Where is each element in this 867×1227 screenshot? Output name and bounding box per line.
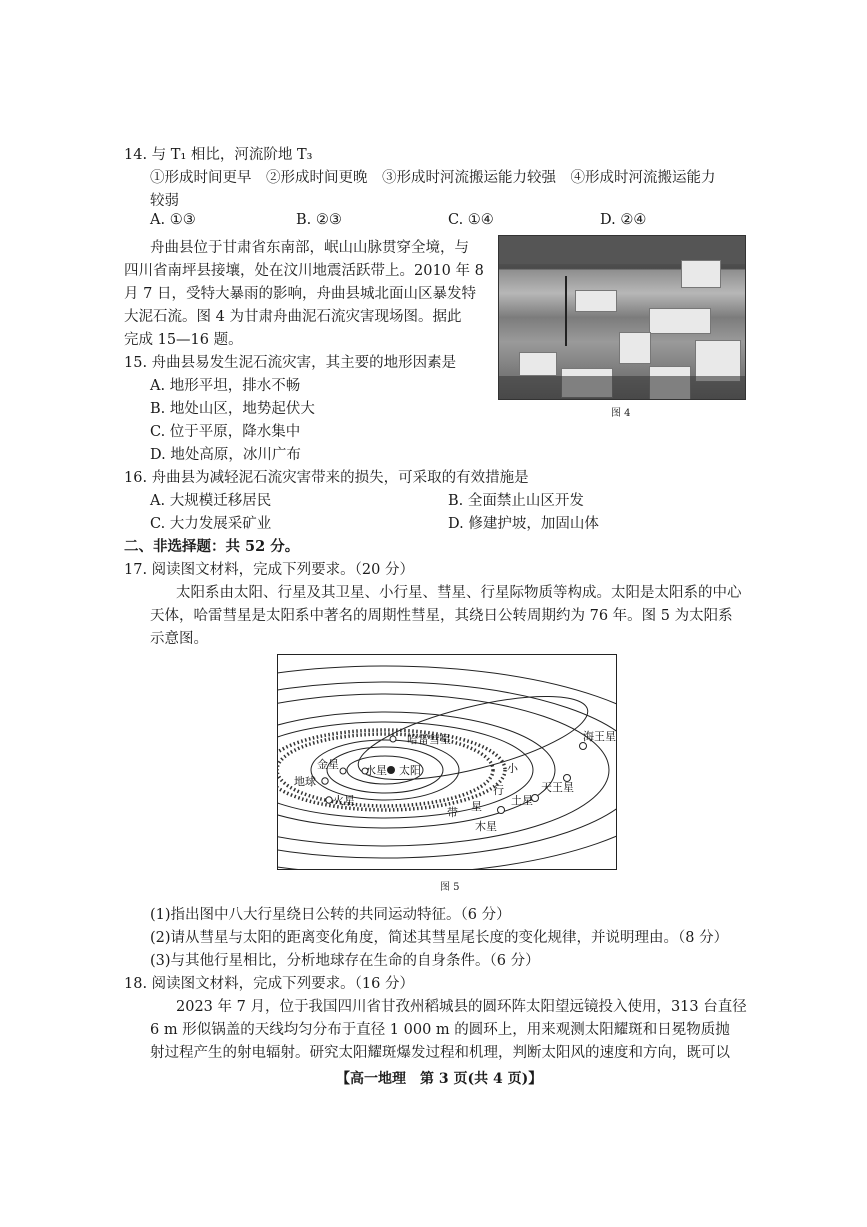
label-saturn: 土星 [511,795,533,807]
q14-choice-d: D. ②④ [600,212,647,228]
q16-choice-b: B. 全面禁止山区开发 [448,493,584,509]
label-belt: 行 [493,785,504,797]
q14-choice-a: A. ①③ [150,212,196,228]
q14-options-line2: 较弱 [150,193,179,209]
q15-stem: 15. 舟曲县易发生泥石流灾害，其主要的地形因素是 [124,355,457,371]
section-heading: 二、非选择题：共 52 分。 [124,538,300,555]
material-line: 舟曲县位于甘肃省东南部，岷山山脉贯穿全境，与 [150,240,469,256]
q16-choice-c: C. 大力发展采矿业 [150,516,272,532]
solar-system-diagram [277,654,617,870]
q17-para-line: 示意图。 [150,631,208,647]
material-line: 大泥石流。图 4 为甘肃舟曲泥石流灾害现场图。据此 [124,309,462,325]
q18-para-line: 射过程产生的射电辐射。研究太阳耀斑爆发过程和机理，判断太阳风的速度和方向，既可以 [150,1045,730,1061]
q14-stem: 14. 与 T₁ 相比，河流阶地 T₃ [124,147,313,163]
material-line: 四川省南坪县接壤，处在汶川地震活跃带上。2010 年 8 [124,263,484,279]
label-uranus: 天王星 [541,782,574,794]
label-comet: 哈雷彗星 [407,734,451,746]
q16-choice-d: D. 修建护坡，加固山体 [448,516,599,532]
venus [340,768,346,774]
q16-choice-a: A. 大规模迁移居民 [150,493,272,509]
q15-choice-a: A. 地形平坦，排水不畅 [150,378,301,394]
q15-choice-c: C. 位于平原，降水集中 [150,424,301,440]
label-sun: 太阳 [399,765,421,777]
q16-stem: 16. 舟曲县为减轻泥石流灾害带来的损失，可采取的有效措施是 [124,470,529,486]
figure5-caption: 图 5 [440,882,460,893]
q14-choice-c: C. ①④ [448,212,494,228]
earth [322,778,328,784]
label-belt: 带 [447,807,458,819]
material-line: 月 7 日，受特大暴雨的影响，舟曲县城北面山区暴发特 [124,286,476,302]
mars [326,797,332,803]
q15-choice-d: D. 地处高原，冰川广布 [150,447,301,463]
jupiter [498,807,505,814]
q17-para-line: 天体，哈雷彗星是太阳系中著名的周期性彗星，其绕日公转周期约为 76 年。图 5 为太阳系 [150,608,733,624]
mudslide-photo [498,235,746,400]
q14-choice-b: B. ②③ [296,212,342,228]
q15-choice-b: B. 地处山区，地势起伏大 [150,401,315,417]
neptune [580,743,587,750]
material-line: 完成 15—16 题。 [124,332,243,348]
q17-sub3: (3)与其他行星相比，分析地球存在生命的自身条件。（6 分） [150,953,540,969]
label-venus: 金星 [317,759,339,771]
q17-stem: 17. 阅读图文材料，完成下列要求。（20 分） [124,562,414,578]
q17-para-line: 太阳系由太阳、行星及其卫星、小行星、彗星、行星际物质等构成。太阳是太阳系的中心 [176,585,742,601]
label-earth: 地球 [294,776,316,788]
q17-sub2: (2)请从彗星与太阳的距离变化角度，简述其彗星尾长度的变化规律，并说明理由。（8 分） [150,930,729,946]
label-belt: 星 [471,801,482,813]
sun [387,766,395,774]
label-mars: 火星 [333,795,355,807]
label-neptune: 海王星 [583,731,616,743]
label-belt: 小 [507,763,518,775]
label-mercury: 水星 [365,765,387,777]
q18-para-line: 6 m 形似锅盖的天线均匀分布于直径 1 000 m 的圆环上，用来观测太阳耀斑和日冕物质抛 [150,1022,730,1038]
q18-para-line: 2023 年 7 月，位于我国四川省甘孜州稻城县的圆环阵太阳望远镜投入使用，313 台直径 [176,999,747,1015]
page-footer: 【高一地理 第 3 页(共 4 页)】 [336,1071,543,1087]
q17-sub1: (1)指出图中八大行星绕日公转的共同运动特征。（6 分） [150,907,511,923]
figure4-caption: 图 4 [611,408,631,419]
label-jupiter: 木星 [475,821,497,833]
q18-stem: 18. 阅读图文材料，完成下列要求。（16 分） [124,976,414,992]
halley-comet [390,736,396,742]
uranus [564,775,571,782]
q14-options-line1: ①形成时间更早 ②形成时间更晚 ③形成时河流搬运能力较强 ④形成时河流搬运能力 [150,170,716,186]
